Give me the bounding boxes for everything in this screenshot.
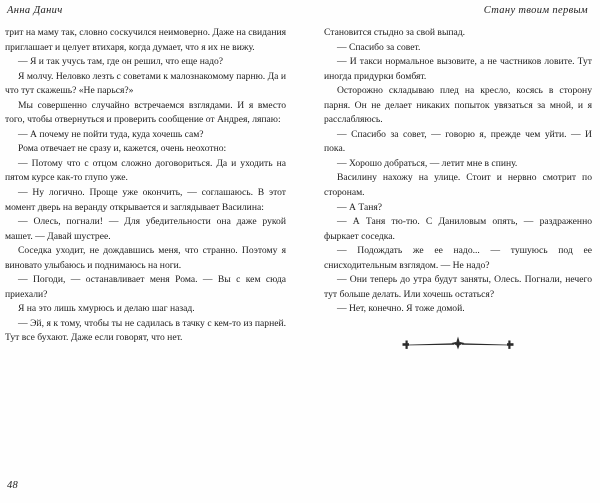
paragraph: — Потому что с отцом сложно договориться. Да и уходить на пятом курсе как-то глупо уже. [5, 157, 286, 184]
paragraph: Мы совершенно случайно встречаемся взглядами. И я вместо того, чтобы отвернуться и проверить сообщение от Андрея, ляпаю: [5, 99, 286, 126]
running-head-author: Анна Данич [7, 5, 63, 16]
paragraph: Я молчу. Неловко лезть с советами к малознакомому парню. Да и что тут скажешь? «Не парься?» [5, 70, 286, 97]
paragraph: Становится стыдно за свой выпад. [324, 27, 466, 38]
paragraph: Василину нахожу на улице. Стоит и нервно смотрит по сторонам. [324, 172, 592, 199]
paragraph: — А почему не пойти туда, куда хочешь сам? [18, 128, 204, 140]
paragraph: Соседка уходит, не дождавшись меня, что странно. Поэтому я виновато улыбаюсь и поднимаюсь на ноги. [5, 245, 286, 271]
paragraph: — Погоди, — останавливает меня Рома. — Вы с кем сюда приехали? [5, 274, 286, 300]
section-divider-ornament [396, 336, 520, 352]
page-number: 48 [7, 480, 19, 491]
paragraph: — Нет, конечно. Я тоже домой. [337, 303, 465, 315]
paragraph: — А Таня? [337, 201, 383, 213]
paragraph: — Олесь, погнали! — Для убедительности она даже рукой машет. — Давай шустрее. [5, 216, 286, 242]
running-head-title: Стану твоим первым [483, 5, 588, 16]
section-divider [324, 334, 592, 354]
paragraph: Рома отвечает не сразу и, кажется, очень неохотно: [18, 143, 227, 155]
paragraph: Осторожно складываю плед на кресло, косясь в сторону парня. Он не делает никаких попыток увязаться за мной, и я расслабляюсь. [324, 85, 592, 126]
paragraph: — А Таня тю-тю. С Даниловым опять, — раздраженно фыркает соседка. [324, 216, 592, 242]
page-gutter [300, 0, 301, 503]
paragraph: — Спасибо за совет, — говорю я, прежде чем уйти. — И пока. [324, 128, 592, 155]
paragraph: — Ну логично. Проще уже окончить, — соглашаюсь. В этот момент дверь на веранду открывается и заглядывает Василина: [5, 187, 286, 213]
paragraph: Я на это лишь хмурюсь и делаю шаг назад. [18, 303, 195, 315]
paragraph: — И такси нормальное вызовите, а не частников ловите. Тут иногда придурки бомбят. [324, 56, 592, 82]
paragraph: — Подождать же ее надо... — тушуюсь под ее снисходительным взглядом. — Не надо? [324, 245, 592, 271]
paragraph: трит на маму так, словно соскучился неимоверно. Даже на свидания приглашает и целует втихаря, когда думает, что я их не вижу. [5, 27, 286, 53]
paragraph: — Они теперь до утра будут заняты, Олесь. Погнали, нечего тут больше делать. Или хочешь остаться? [324, 274, 592, 300]
paragraph: — Хорошо добраться, — летит мне в спину. [337, 157, 518, 169]
paragraph: — Эй, я к тому, чтобы ты не садилась в тачку с кем-то из парней. Тут все бухают. Даже если говорят, что нет. [5, 317, 286, 344]
paragraph: — Спасибо за совет. [337, 41, 421, 53]
left-column-text [5, 26, 286, 346]
right-page [300, 0, 600, 503]
right-column-text [324, 26, 592, 317]
paragraph: — Я и так учусь там, где он решил, что еще надо? [18, 56, 224, 68]
